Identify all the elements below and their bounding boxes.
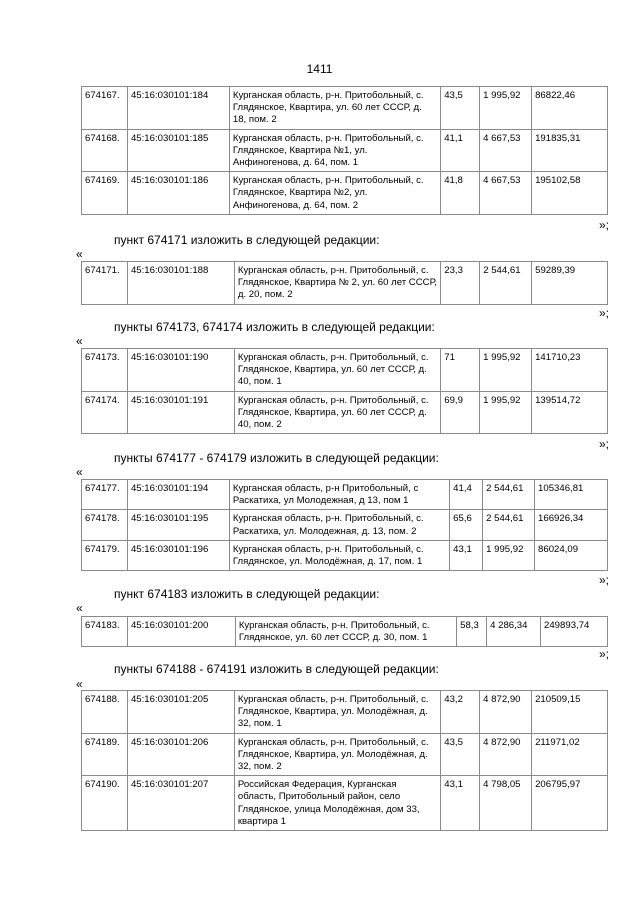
rate-cell: 1 995,92 bbox=[483, 540, 535, 570]
address-cell: Курганская область, р-н. Притобольный, с. Глядянское, Квартира №2, ул. Анфиногенова, д. 64, пом. 2 bbox=[229, 172, 440, 215]
rate-cell: 4 872,90 bbox=[480, 733, 532, 776]
table-row bbox=[82, 691, 608, 734]
row-number-cell: 674169. bbox=[82, 172, 128, 215]
cadastral-number-cell: 45:16:030101:206 bbox=[127, 733, 234, 776]
value-cell: 249893,74 bbox=[541, 617, 608, 647]
table-row bbox=[82, 87, 608, 130]
amendment-intro: пункт 674171 изложить в следующей редакции: bbox=[114, 233, 380, 247]
rate-cell: 1 995,92 bbox=[480, 349, 532, 392]
registry-table bbox=[81, 348, 608, 434]
address-cell: Курганская область, р-н. Притобольный, с. Глядянское, Квартира, ул. 60 лет СССР, д. 40, пом. 2 bbox=[234, 391, 440, 434]
row-number-cell: 674171. bbox=[82, 262, 128, 305]
value-cell: 139514,72 bbox=[532, 391, 608, 434]
amendment-intro: пункты 674173, 674174 изложить в следующей редакции: bbox=[114, 320, 435, 334]
table-row bbox=[82, 776, 608, 831]
area-cell: 43,2 bbox=[441, 691, 480, 734]
area-cell: 58,3 bbox=[457, 617, 487, 647]
area-cell: 43,1 bbox=[450, 540, 483, 570]
row-number-cell: 674178. bbox=[82, 510, 128, 540]
value-cell: 141710,23 bbox=[532, 349, 608, 392]
registry-table bbox=[81, 616, 608, 647]
row-number-cell: 674177. bbox=[82, 480, 128, 510]
cadastral-number-cell: 45:16:030101:184 bbox=[127, 87, 229, 130]
table-row bbox=[82, 480, 608, 510]
close-quote-mark: »; bbox=[598, 306, 609, 320]
row-number-cell: 674183. bbox=[82, 617, 128, 647]
address-cell: Курганская область, р-н. Притобольный, с. Глядянское, Квартира, ул. 60 лет СССР, д. 18, пом. 2 bbox=[229, 87, 440, 130]
row-number-cell: 674174. bbox=[82, 391, 128, 434]
cadastral-number-cell: 45:16:030101:191 bbox=[127, 391, 234, 434]
row-number-cell: 674189. bbox=[82, 733, 128, 776]
address-cell: Курганская область, р-н. Притобольный, с. Глядянское, ул. Молодёжная, д. 17, пом. 1 bbox=[229, 540, 449, 570]
table-row bbox=[82, 349, 608, 392]
cadastral-number-cell: 45:16:030101:195 bbox=[127, 510, 229, 540]
cadastral-number-cell: 45:16:030101:188 bbox=[127, 262, 234, 305]
area-cell: 43,5 bbox=[441, 733, 480, 776]
table-row bbox=[82, 733, 608, 776]
registry-table bbox=[81, 690, 608, 831]
open-quote-mark: « bbox=[76, 247, 83, 261]
value-cell: 195102,58 bbox=[532, 172, 608, 215]
rate-cell: 1 995,92 bbox=[480, 87, 532, 130]
cadastral-number-cell: 45:16:030101:185 bbox=[127, 129, 229, 172]
area-cell: 41,1 bbox=[441, 129, 480, 172]
address-cell: Курганская область, р-н. Притобольный, с. Глядянское, ул. 60 лет СССР, д. 30, пом. 1 bbox=[235, 617, 456, 647]
value-cell: 166926,34 bbox=[535, 510, 608, 540]
amendment-intro: пункт 674183 изложить в следующей редакции: bbox=[114, 587, 380, 601]
address-cell: Курганская область, р-н. Притобольный, с. Глядянское, Квартира № 2, ул. 60 лет СССР, д. 20, пом. 2 bbox=[234, 262, 440, 305]
table-row bbox=[82, 510, 608, 540]
close-quote-mark: »; bbox=[598, 218, 609, 232]
rate-cell: 4 667,53 bbox=[480, 129, 532, 172]
address-cell: Курганская область, р-н. Притобольный, с. Глядянское, Квартира №1, ул. Анфиногенова, д. 64, пом. 1 bbox=[229, 129, 440, 172]
value-cell: 59289,39 bbox=[532, 262, 608, 305]
area-cell: 43,5 bbox=[441, 87, 480, 130]
registry-table bbox=[81, 86, 608, 215]
row-number-cell: 674168. bbox=[82, 129, 128, 172]
value-cell: 86024,09 bbox=[535, 540, 608, 570]
value-cell: 191835,31 bbox=[532, 129, 608, 172]
area-cell: 65,6 bbox=[450, 510, 483, 540]
area-cell: 69,9 bbox=[441, 391, 480, 434]
close-quote-mark: »; bbox=[598, 437, 609, 451]
rate-cell: 4 667,53 bbox=[480, 172, 532, 215]
area-cell: 41,8 bbox=[441, 172, 480, 215]
cadastral-number-cell: 45:16:030101:205 bbox=[127, 691, 234, 734]
rate-cell: 4 798,05 bbox=[480, 776, 532, 831]
row-number-cell: 674190. bbox=[82, 776, 128, 831]
value-cell: 211971,02 bbox=[532, 733, 608, 776]
address-cell: Курганская область, р-н. Притобольный, с. Глядянское, Квартира, ул. Молодёжная, д. 32, пом. 2 bbox=[234, 733, 440, 776]
table-row bbox=[82, 172, 608, 215]
cadastral-number-cell: 45:16:030101:190 bbox=[127, 349, 234, 392]
value-cell: 210509,15 bbox=[532, 691, 608, 734]
rate-cell: 4 872,90 bbox=[480, 691, 532, 734]
value-cell: 206795,97 bbox=[532, 776, 608, 831]
open-quote-mark: « bbox=[76, 677, 83, 691]
rate-cell: 2 544,61 bbox=[483, 480, 535, 510]
area-cell: 23,3 bbox=[441, 262, 480, 305]
row-number-cell: 674167. bbox=[82, 87, 128, 130]
page-number: 1411 bbox=[306, 62, 333, 76]
address-cell: Курганская область, р-н. Притобольный, с. Глядянское, Квартира, ул. Молодёжная, д. 32, пом. 1 bbox=[234, 691, 440, 734]
table-row bbox=[82, 540, 608, 570]
cadastral-number-cell: 45:16:030101:200 bbox=[127, 617, 235, 647]
table-row bbox=[82, 617, 608, 647]
address-cell: Курганская область, р-н. Притобольный, с. Раскатиха, ул. Молодежная, д. 13, пом. 2 bbox=[229, 510, 449, 540]
open-quote-mark: « bbox=[76, 465, 83, 479]
table-row bbox=[82, 129, 608, 172]
value-cell: 105346,81 bbox=[535, 480, 608, 510]
address-cell: Российская Федерация, Курганская область, Притобольный район, село Глядянское, улица Молодёжная, дом 33, квартира 1 bbox=[234, 776, 440, 831]
rate-cell: 2 544,61 bbox=[483, 510, 535, 540]
amendment-intro: пункты 674188 - 674191 изложить в следующей редакции: bbox=[114, 662, 439, 676]
area-cell: 41,4 bbox=[450, 480, 483, 510]
row-number-cell: 674179. bbox=[82, 540, 128, 570]
close-quote-mark: »; bbox=[598, 573, 609, 587]
cadastral-number-cell: 45:16:030101:194 bbox=[127, 480, 229, 510]
close-quote-mark: »; bbox=[598, 647, 609, 661]
cadastral-number-cell: 45:16:030101:196 bbox=[127, 540, 229, 570]
value-cell: 86822,46 bbox=[532, 87, 608, 130]
cadastral-number-cell: 45:16:030101:186 bbox=[127, 172, 229, 215]
amendment-intro: пункты 674177 - 674179 изложить в следующей редакции: bbox=[114, 451, 439, 465]
area-cell: 43,1 bbox=[441, 776, 480, 831]
open-quote-mark: « bbox=[76, 601, 83, 615]
table-row bbox=[82, 391, 608, 434]
rate-cell: 2 544,61 bbox=[480, 262, 532, 305]
area-cell: 71 bbox=[441, 349, 480, 392]
open-quote-mark: « bbox=[76, 334, 83, 348]
rate-cell: 1 995,92 bbox=[480, 391, 532, 434]
rate-cell: 4 286,34 bbox=[487, 617, 541, 647]
registry-table bbox=[81, 261, 608, 305]
address-cell: Курганская область, р-н. Притобольный, с. Глядянское, Квартира, ул. 60 лет СССР, д. 40, пом. 1 bbox=[234, 349, 440, 392]
row-number-cell: 674173. bbox=[82, 349, 128, 392]
table-row bbox=[82, 262, 608, 305]
registry-table bbox=[81, 479, 608, 571]
row-number-cell: 674188. bbox=[82, 691, 128, 734]
cadastral-number-cell: 45:16:030101:207 bbox=[127, 776, 234, 831]
address-cell: Курганская область, р-н Притобольный, с Раскатиха, ул Молодежная, д 13, пом 1 bbox=[229, 480, 449, 510]
